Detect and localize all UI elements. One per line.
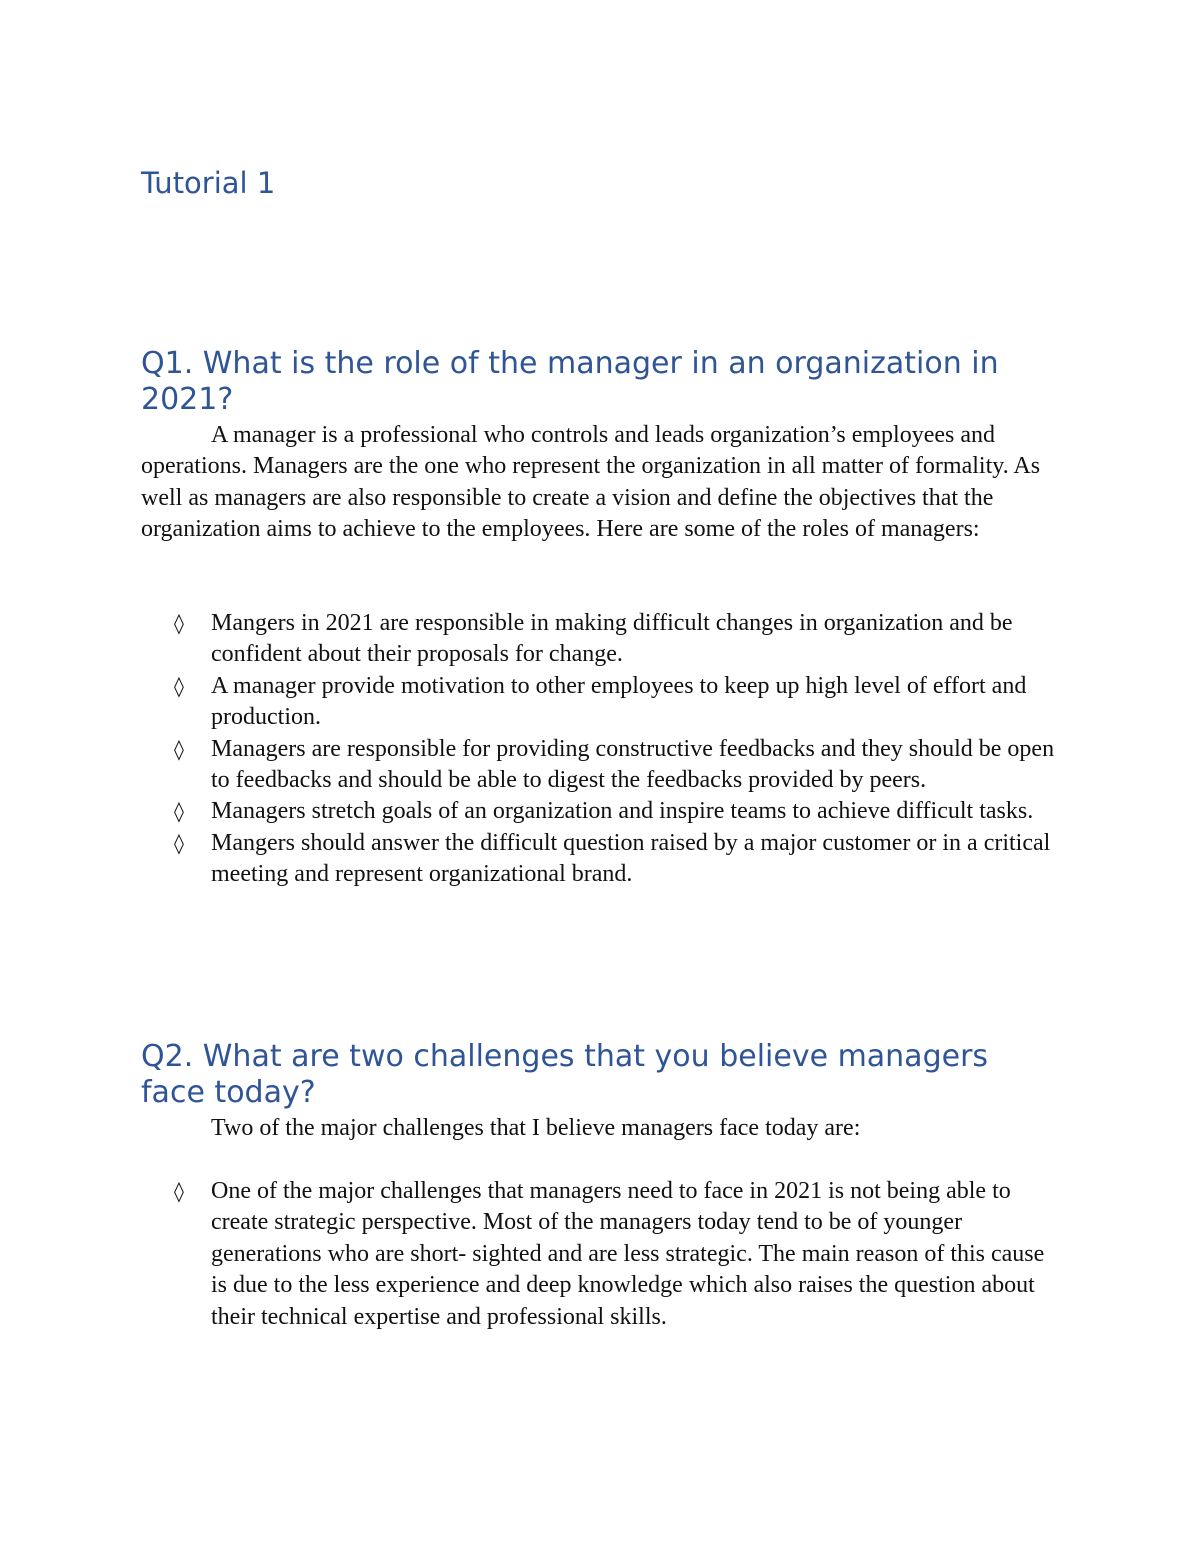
list-item-text: Mangers should answer the difficult question raised by a major customer or in a critical meeting and represent organizational brand.: [211, 829, 1051, 888]
diamond-outline-icon: ◊: [174, 830, 184, 855]
list-item: [0, 796, 1066, 827]
list-item: [0, 734, 1066, 797]
list-item-text: Managers are responsible for providing constructive feedbacks and they should be open to feedbacks and should be able to digest the feedbacks provided by peers.: [211, 735, 1055, 794]
diamond-outline-icon: ◊: [174, 611, 184, 635]
q1-heading: Q1. What is the role of the manager in an organization in 2021?: [141, 346, 999, 417]
list-item-text: A manager provide motivation to other employees to keep up high level of effort and production.: [211, 672, 1027, 731]
q1-intro-paragraph: A manager is a professional who controls and leads organization’s employees and operations. Managers are the one who represent the organization in all matter of formality. As well as managers are also responsible to create a vision and define the objectives that the organization aims to achieve to the employees. Here are some of the roles of managers:: [141, 422, 1041, 543]
list-item-text: Managers stretch goals of an organization and inspire teams to achieve difficult tasks.: [211, 798, 1034, 825]
list-item: [0, 1176, 1066, 1333]
diamond-outline-icon: ◊: [174, 736, 184, 761]
list-item-text: One of the major challenges that managers need to face in 2021 is not being able to create strategic perspective. Most of the managers today tend to be of younger generations who are short- sighted and are less strategic. The main reason of this cause is due to the less experience and deep knowledge which also raises the question about their technical expertise and professional skills.: [211, 1178, 1045, 1330]
list-item: [0, 608, 1066, 671]
q2-bullet-list: [0, 1176, 1066, 1333]
diamond-outline-icon: ◊: [174, 1179, 184, 1203]
list-item: [0, 671, 1066, 734]
diamond-outline-icon: ◊: [174, 799, 184, 824]
q1-bullet-list: [0, 608, 1066, 891]
list-item-text: Mangers in 2021 are responsible in making difficult changes in organization and be confident about their proposals for change.: [211, 610, 1013, 668]
document-title: Tutorial 1: [141, 166, 276, 200]
list-item: [0, 828, 1066, 891]
diamond-outline-icon: ◊: [174, 673, 184, 698]
q2-heading: Q2. What are two challenges that you believe managers face today?: [141, 1039, 989, 1110]
q2-intro-paragraph: Two of the major challenges that I believe managers face today are:: [211, 1115, 861, 1141]
